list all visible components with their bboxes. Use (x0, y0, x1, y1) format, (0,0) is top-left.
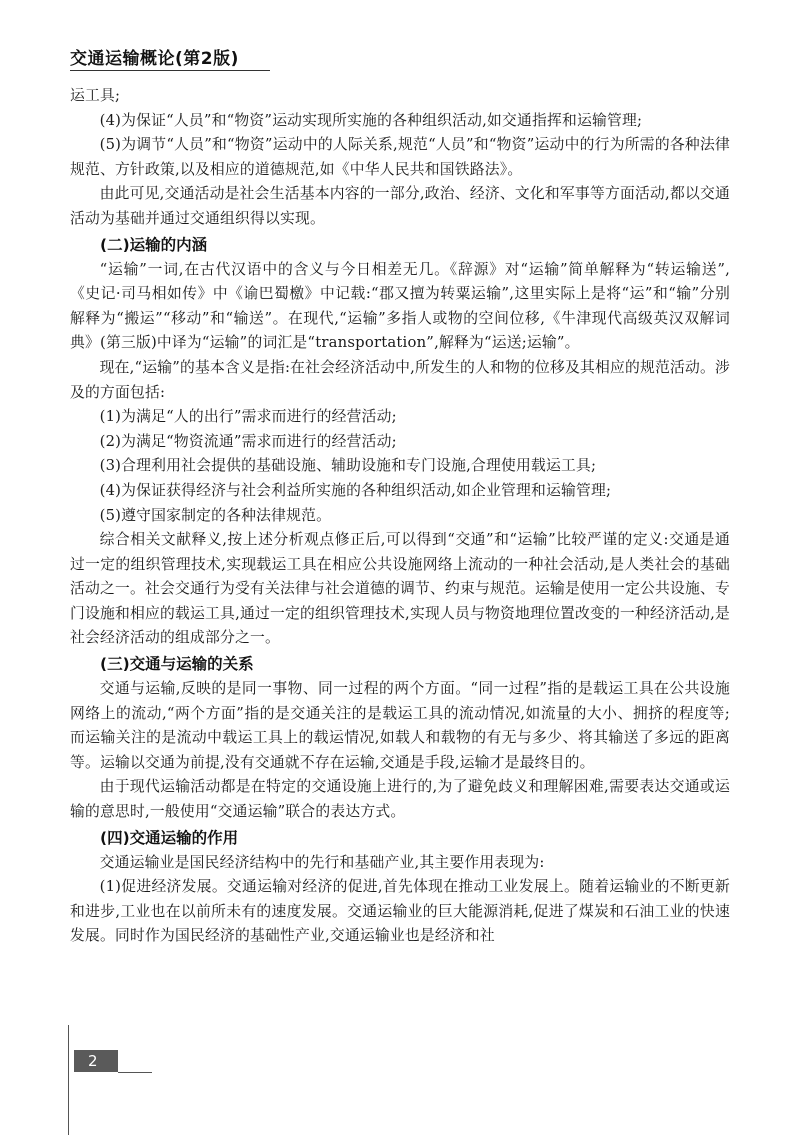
paragraph: 由于现代运输活动都是在特定的交通设施上进行的,为了避免歧义和理解困难,需要表达交通或运输的意思时,一般使用“交通运输”联合的表达方式。 (70, 778, 730, 821)
paragraph: (1)为满足“人的出行”需求而进行的经营活动; (99, 408, 397, 426)
page-number: 2 (74, 1050, 118, 1072)
paragraph: (1)促进经济发展。交通运输对经济的促进,首先体现在推动工业发展上。随着运输业的不断更新和进步,工业也在以前所未有的速度发展。交通运输业的巨大能源消耗,促进了煤炭和石油工业的快速发展。同时作为国民经济的基础性产业,交通运输业也是经济和社 (70, 878, 730, 945)
paragraph: (5)遵守国家制定的各种法律规范。 (99, 506, 332, 524)
paragraph: (4)为保证“人员”和“物资”运动实现所实施的各种组织活动,如交通指挥和运输管理; (99, 111, 643, 129)
section-heading: (四)交通运输的作用 (100, 828, 239, 847)
page-content (70, 84, 730, 949)
footer-vertical-rule (68, 1025, 69, 1135)
paragraph: “运输”一词,在古代汉语中的含义与今日相差无几。《辞源》对“运输”简单解释为“转运输送”,《史记·司马相如传》中《谕巴蜀檄》中记载:“郡又擅为转粟运输”,这里实际上是将“运”和“输”分别解释为“搬运”“移动”和“输送”。在现代,“运输”多指人或物的空间位移,《牛津现代高级英汉双解词典》(第三版)中译为“运输”的词汇是“transportation”,解释为“运送;运输”。 (70, 260, 730, 352)
paragraph: (3)合理利用社会提供的基础设施、辅助设施和专门设施,合理使用载运工具; (99, 457, 597, 475)
paragraph: (5)为调节“人员”和“物资”运动中的人际关系,规范“人员”和“物资”运动中的行为所需的各种法律规范、方针政策,以及相应的道德规范,如《中华人民共和国铁路法》。 (70, 136, 730, 178)
header-rule (70, 70, 270, 71)
paragraph: (4)为保证获得经济与社会利益所实施的各种组织活动,如企业管理和运输管理; (99, 481, 612, 499)
running-header-title: 交通运输概论(第2版) (70, 49, 239, 69)
paragraph: (2)为满足“物资流通”需求而进行的经营活动; (99, 432, 397, 450)
paragraph: 交通运输业是国民经济结构中的先行和基础产业,其主要作用表现为: (99, 853, 545, 871)
paragraph: 综合相关文献释义,按上述分析观点修正后,可以得到“交通”和“运输”比较严谨的定义:交通是通过一定的组织管理技术,实现载运工具在相应公共设施网络上流动的一种社会活动,是人类社会的基础活动之一。社会交通行为受有关法律与社会道德的调节、约束与规范。运输是使用一定公共设施、专门设施和相应的载运工具,通过一定的组织管理技术,实现人员与物资地理位置改变的一种经济活动,是社会经济活动的组成部分之一。 (70, 531, 730, 647)
paragraph: 运工具; (70, 87, 121, 104)
paragraph: 现在,“运输”的基本含义是指:在社会经济活动中,所发生的人和物的位移及其相应的规范活动。涉及的方面包括: (70, 358, 730, 401)
section-heading: (二)运输的内涵 (100, 235, 208, 254)
paragraph: 交通与运输,反映的是同一事物、同一过程的两个方面。“同一过程”指的是载运工具在公共设施网络上的流动,“两个方面”指的是交通关注的是载运工具的流动情况,如流量的大小、拥挤的程度等;而运输关注的是流动中载运工具上的载运情况,如载人和载物的有无与多少、将其输送了多远的距离等。运输以交通为前提,没有交通就不存在运输,交通是手段,运输才是最终目的。 (70, 680, 730, 771)
footer-rule (118, 1072, 152, 1073)
paragraph: 由此可见,交通活动是社会生活基本内容的一部分,政治、经济、文化和军事等方面活动,都以交通活动为基础并通过交通组织得以实现。 (70, 185, 730, 227)
section-heading: (三)交通与运输的关系 (100, 655, 254, 674)
